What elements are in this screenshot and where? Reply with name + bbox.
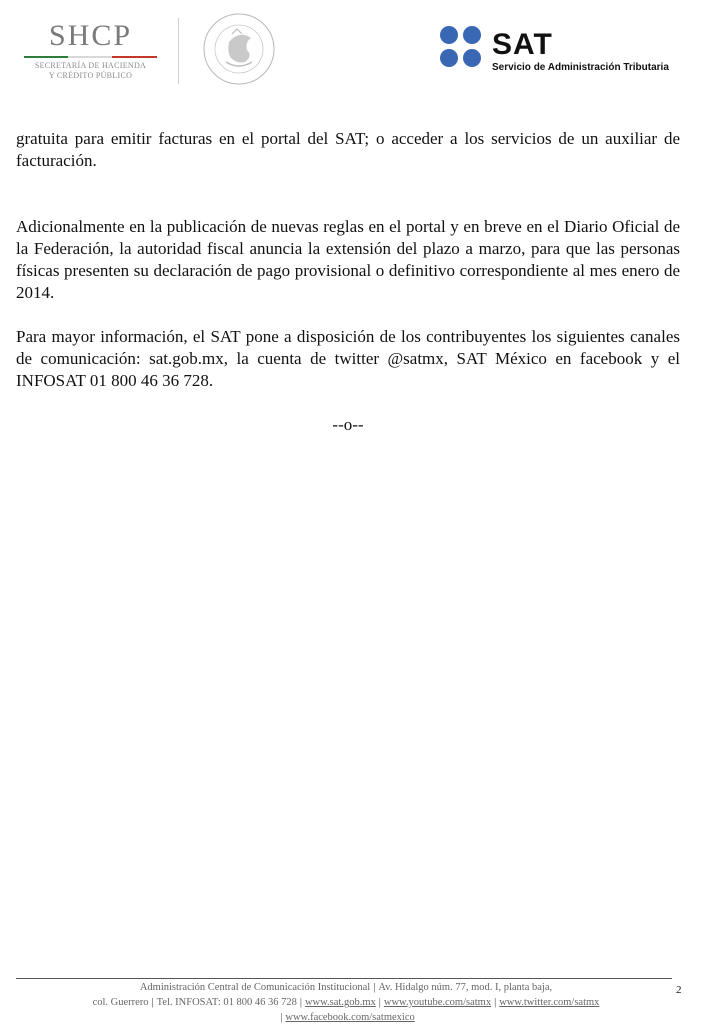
footer-rule xyxy=(16,978,672,979)
sat-title: SAT xyxy=(492,28,553,61)
shcp-logo xyxy=(18,18,163,93)
end-separator: --o-- xyxy=(332,415,364,434)
document-body xyxy=(16,128,680,436)
footer-link-facebook[interactable]: www.facebook.com/satmexico xyxy=(285,1012,415,1023)
footer-line-3: | www.facebook.com/satmexico xyxy=(280,1012,415,1023)
shcp-subtitle-line2: Y CRÉDITO PÚBLICO xyxy=(48,71,133,80)
mexico-coat-of-arms-icon xyxy=(202,12,276,86)
footer-link-sat[interactable]: www.sat.gob.mx xyxy=(304,997,376,1008)
footer-link-youtube[interactable]: www.youtube.com/satmx xyxy=(383,997,492,1008)
page-number: 2 xyxy=(676,984,682,996)
sat-logo xyxy=(440,26,690,76)
footer-colonia: col. Guerrero xyxy=(92,997,149,1008)
shcp-subtitle-line1: SECRETARÍA DE HACIENDA xyxy=(34,61,147,70)
page-header xyxy=(0,0,705,100)
footer-address: Av. Hidalgo núm. 77, mod. I, planta baja, xyxy=(378,982,553,993)
sat-dots-icon xyxy=(440,26,488,74)
body-paragraph-1: gratuita para emitir facturas en el portal del SAT; o acceder a los servicios de un auxiliar de facturación. xyxy=(16,129,680,170)
shcp-tricolor-rule xyxy=(24,56,157,58)
page-footer xyxy=(16,980,676,1025)
header-divider xyxy=(178,18,179,84)
footer-line-2: col. Guerrero | Tel. INFOSAT: 01 800 46 36 728 | www.sat.gob.mx | www.youtube.com/satmx | www.twitter.com/satmx xyxy=(92,997,600,1008)
sat-subtitle: Servicio de Administración Tributaria xyxy=(492,62,669,73)
footer-phone: Tel. INFOSAT: 01 800 46 36 728 xyxy=(156,997,297,1008)
body-paragraph-3: Para mayor información, el SAT pone a disposición de los contribuyentes los siguientes canales de comunicación: sat.gob.mx, la cuenta de twitter @satmx, SAT México en facebook y el INFOSAT 01 800 46 36 728. xyxy=(16,327,680,390)
footer-office: Administración Central de Comunicación Institucional xyxy=(139,982,371,993)
footer-line-1: Administración Central de Comunicación Institucional | Av. Hidalgo núm. 77, mod. I, planta baja, xyxy=(139,982,553,993)
footer-link-twitter[interactable]: www.twitter.com/satmx xyxy=(499,997,600,1008)
shcp-title: SHCP xyxy=(48,19,133,52)
body-paragraph-2: Adicionalmente en la publicación de nuevas reglas en el portal y en breve en el Diario Oficial de la Federación, la autoridad fiscal anuncia la extensión del plazo a marzo, para que las personas físicas presenten su declaración de pago provisional o definitivo correspondiente al mes enero de 2014. xyxy=(16,217,680,302)
